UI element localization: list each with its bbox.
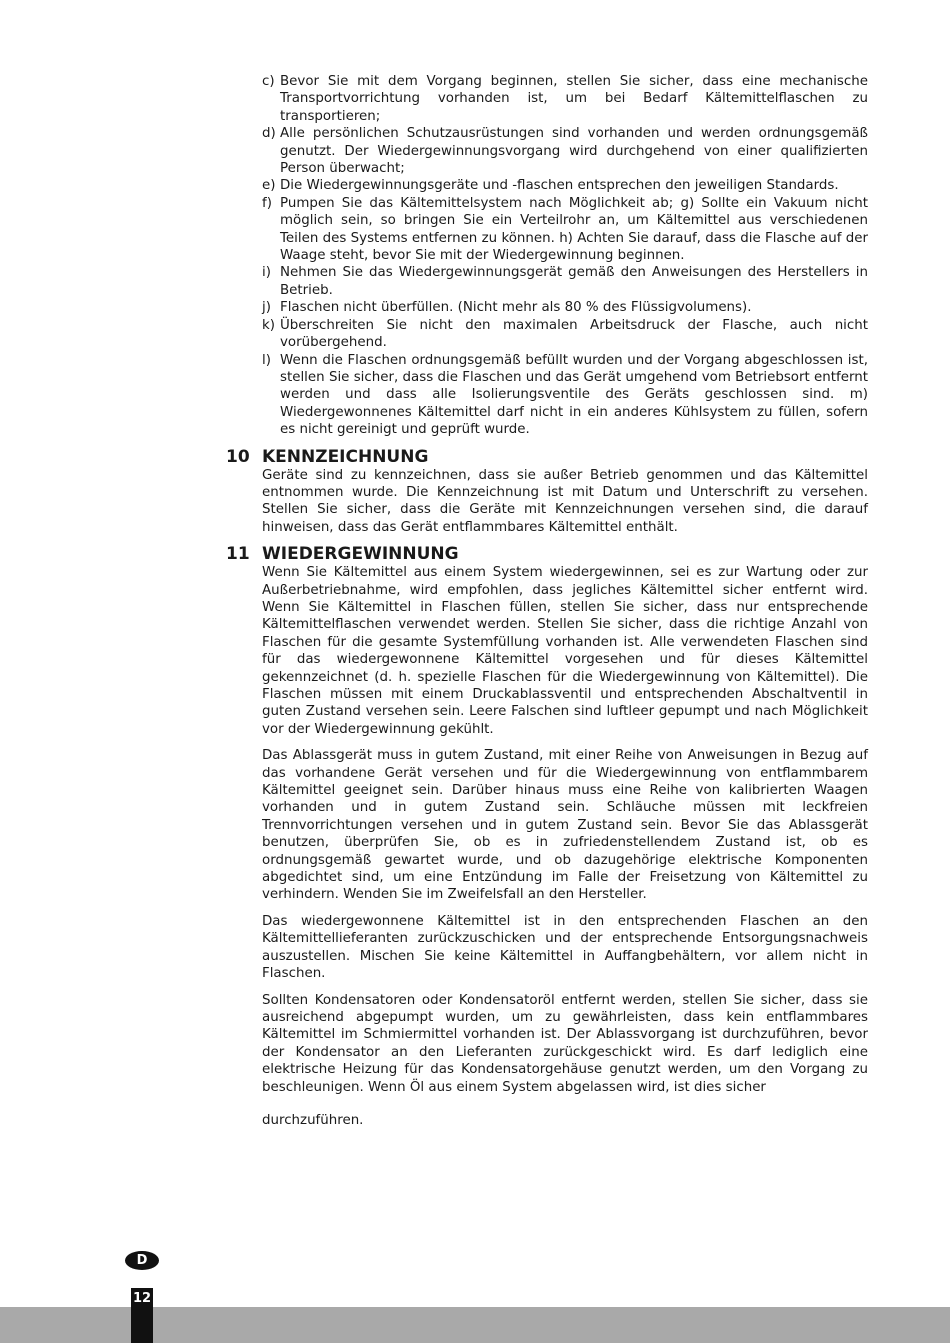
section-body: Geräte sind zu kennzeichnen, dass sie außer Betrieb genommen und das Kältemittel entnommen wurde. Die Kennzeichnung ist mit Datum und Unterschrift zu versehen. Stellen Sie sicher, dass die Geräte mit Kennzeichnungen versehen sind, die darauf hinweisen, dass das Gerät entflammbares Kältemittel enthält. bbox=[262, 467, 868, 535]
section-paragraph: Das wiedergewonnene Kältemittel ist in den entsprechenden Flaschen an den Kältemittellieferanten zurückzuschicken und der entsprechende Entsorgungsnachweis auszustellen. Mischen Sie keine Kältemittel in Auffangbehältern, vor allem nicht in Flaschen. bbox=[262, 913, 868, 982]
list-item-text: Wenn die Flaschen ordnungsgemäß befüllt wurden und der Vorgang abgeschlossen ist, stellen Sie sicher, dass die Flaschen und das Gerät umgehend vom Betriebsort entfernt werden und dass alle Isolierungsventile des Geräts geschlossen sind. m) Wiedergewonnenes Kältemittel darf nicht in ein anderes Kühlsystem zu füllen, sofern es nicht gereinigt und geprüft wurde. bbox=[280, 352, 868, 438]
list-item-label: d) bbox=[262, 126, 276, 142]
section-title: KENNZEICHNUNG bbox=[262, 446, 429, 467]
list-item-label: l) bbox=[262, 352, 271, 368]
page-content bbox=[226, 73, 868, 1129]
list-item bbox=[262, 317, 868, 352]
list-item-label: e) bbox=[262, 178, 276, 194]
page-number: 12 bbox=[131, 1288, 153, 1343]
section-number: 11 bbox=[226, 544, 250, 565]
section-wiedergewinnung bbox=[226, 544, 868, 1129]
list-item-label: k) bbox=[262, 317, 275, 333]
list-item-label: c) bbox=[262, 74, 275, 89]
list-item-text: Nehmen Sie das Wiedergewinnungsgerät gemäß den Anweisungen des Herstellers in Betrieb. bbox=[280, 265, 868, 298]
list-item bbox=[262, 352, 868, 439]
section-heading bbox=[226, 446, 868, 467]
list-item-text: Bevor Sie mit dem Vorgang beginnen, stellen Sie sicher, dass eine mechanische Transportvorrichtung vorhanden ist, um bei Bedarf Kältemittelflaschen zu transportieren; bbox=[280, 74, 868, 124]
list-item-text: Die Wiedergewinnungsgeräte und -flaschen entsprechen den jeweiligen Standards. bbox=[280, 178, 839, 194]
section-paragraph: Wenn Sie Kältemittel aus einem System wiedergewinnen, sei es zur Wartung oder zur Außerbetriebnahme, wird empfohlen, dass jegliches Kältemittel sicher entfernt wird. Wenn Sie Kältemittel in Flaschen füllen, stellen Sie sicher, dass nur entsprechende Kältemittelflaschen verwendet werden. Stellen Sie sicher, dass die richtige Anzahl von Flaschen für die gesamte Systemfüllung vorhanden ist. Alle verwendeten Flaschen sind für das wiedergewonnene Kältemittel vorgesehen und für dieses Kältemittel gekennzeichnet (d. h. spezielle Flaschen für die Wiedergewinnung von Kältemittel). Die Flaschen müssen mit einem Druckablassventil und entsprechenden Abschaltventil in guten Zustand versehen sein. Leere Falschen sind luftleer gepumpt und nach Möglichkeit vor der Wiedergewinnung gekühlt. bbox=[262, 565, 868, 737]
procedure-list bbox=[262, 73, 868, 439]
list-item bbox=[262, 264, 868, 299]
list-item-label: i) bbox=[262, 265, 271, 281]
list-item-text: Überschreiten Sie nicht den maximalen Arbeitsdruck der Flasche, auch nicht vorübergehend. bbox=[280, 317, 868, 351]
list-item-text: Alle persönlichen Schutzausrüstungen sind vorhanden und werden ordnungsgemäß genutzt. Der Wiedergewinnungsvorgang wird durchgehend von einer qualifizierten Person überwacht; bbox=[280, 126, 868, 177]
list-item-label: f) bbox=[262, 195, 272, 211]
list-item bbox=[262, 73, 868, 125]
section-paragraph: Sollten Kondensatoren oder Kondensatoröl entfernt werden, stellen Sie sicher, dass sie ausreichend abgepumpt wurden, um zu gewährleisten, dass kein entflammbares Kältemittel im Schmiermittel vorhanden ist. Der Ablassvorgang ist durchzuführen, bevor der Kondensator an den Lieferanten zurückgeschickt wird. Es darf lediglich eine elektrische Heizung für das Kondensatorgehäuse genutzt werden, um den Vorgang zu beschleunigen. Wenn Öl aus einem System abgelassen wird, ist dies sicher bbox=[262, 992, 868, 1095]
list-item bbox=[262, 195, 868, 265]
list-item bbox=[262, 125, 868, 177]
list-item-text: Flaschen nicht überfüllen. (Nicht mehr als 80 % des Flüssigvolumens). bbox=[280, 300, 752, 316]
list-item-text: Pumpen Sie das Kältemittelsystem nach Möglichkeit ab; g) Sollte ein Vakuum nicht möglich sein, so bringen Sie ein Verteilrohr an, um Kältemittel aus verschiedenen Teilen des Systems entfernen zu können. h) Achten Sie darauf, dass die Flasche auf der Waage steht, bevor Sie mit der Wiedergewinnung beginnen. bbox=[280, 195, 868, 264]
section-title: WIEDERGEWINNUNG bbox=[262, 544, 459, 565]
list-item bbox=[262, 177, 868, 194]
section-heading bbox=[226, 544, 868, 565]
section-paragraph-continuation: durchzuführen. bbox=[262, 1112, 364, 1128]
language-badge: D bbox=[125, 1251, 159, 1270]
section-paragraph: Das Ablassgerät muss in gutem Zustand, mit einer Reihe von Anweisungen in Bezug auf das vorhandene Gerät versehen und für die Wiedergewinnung von entflammbarem Kältemittel geeignet sein. Darüber hinaus muss eine Reihe von kalibrierten Waagen vorhanden und in gutem Zustand sein. Schläuche müssen mit leckfreien Trennvorrichtungen versehen und in gutem Zustand sein. Bevor Sie das Ablassgerät benutzen, überprüfen Sie, ob es in zufriedenstellendem Zustand ist, ob es ordnungsgemäß gewartet wurde, und ob dazugehörige elektrische Komponenten abgedichtet sind, um eine Entzündung im Falle der Freisetzung von Kältemittel zu verhindern. Wenden Sie im Zweifelsfall an den Hersteller. bbox=[262, 748, 868, 903]
list-item-label: j) bbox=[262, 300, 271, 316]
section-number: 10 bbox=[226, 446, 250, 467]
list-item bbox=[262, 299, 868, 316]
section-kennzeichnung bbox=[226, 446, 868, 537]
